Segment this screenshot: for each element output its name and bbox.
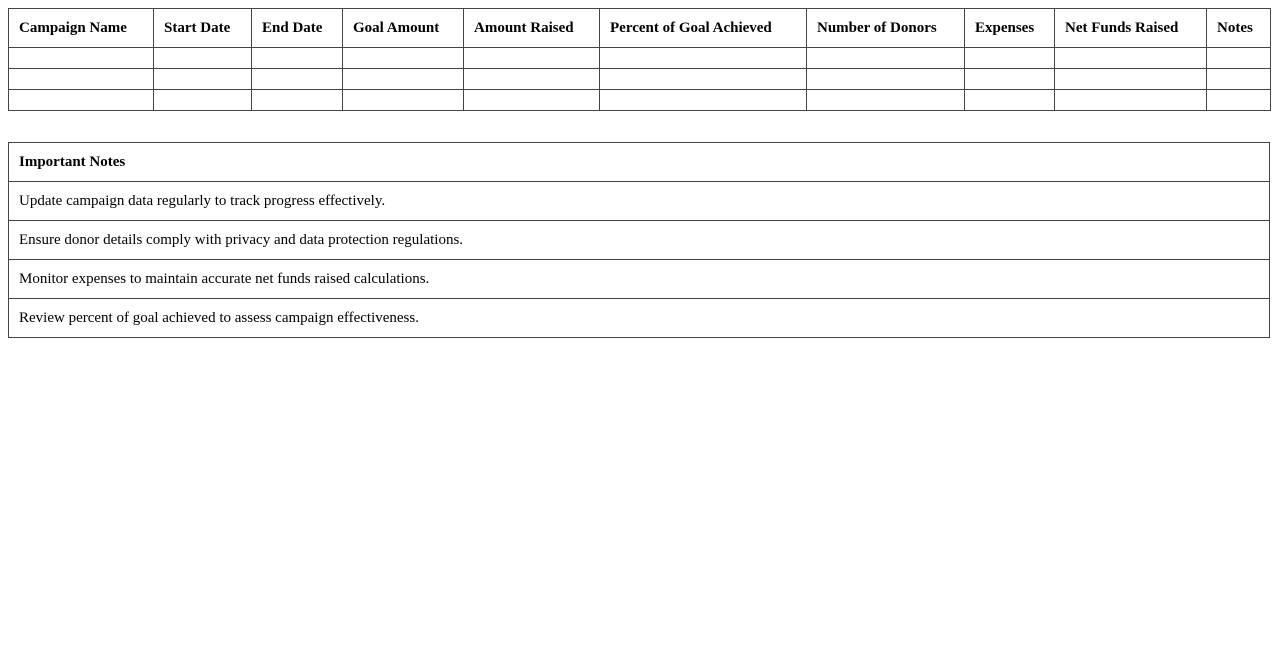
campaign-tracker-table (8, 8, 1271, 111)
column-header-end-date: End Date (252, 9, 343, 48)
table-header-row (9, 9, 1271, 48)
table-cell[interactable] (1055, 48, 1207, 69)
table-cell[interactable] (252, 48, 343, 69)
table-row (9, 90, 1271, 111)
table-cell[interactable] (1207, 90, 1271, 111)
column-header-percent-of-goal: Percent of Goal Achieved (600, 9, 807, 48)
notes-header-row (9, 143, 1270, 182)
table-cell[interactable] (252, 90, 343, 111)
column-header-expenses: Expenses (965, 9, 1055, 48)
page-content (8, 8, 1270, 338)
notes-heading: Important Notes (9, 143, 1270, 182)
table-row (9, 48, 1271, 69)
table-cell[interactable] (252, 69, 343, 90)
column-header-goal-amount: Goal Amount (343, 9, 464, 48)
table-cell[interactable] (807, 90, 965, 111)
column-header-start-date: Start Date (154, 9, 252, 48)
important-notes-table (8, 142, 1270, 338)
table-cell[interactable] (154, 90, 252, 111)
table-cell[interactable] (600, 69, 807, 90)
table-cell[interactable] (9, 69, 154, 90)
notes-row (9, 299, 1270, 338)
column-header-notes: Notes (1207, 9, 1271, 48)
table-cell[interactable] (1207, 69, 1271, 90)
table-cell[interactable] (464, 69, 600, 90)
table-cell[interactable] (9, 90, 154, 111)
notes-row (9, 221, 1270, 260)
table-cell[interactable] (343, 90, 464, 111)
column-header-amount-raised: Amount Raised (464, 9, 600, 48)
note-item: Ensure donor details comply with privacy and data protection regulations. (9, 221, 1270, 260)
note-item: Monitor expenses to maintain accurate net funds raised calculations. (9, 260, 1270, 299)
column-header-number-of-donors: Number of Donors (807, 9, 965, 48)
table-cell[interactable] (343, 69, 464, 90)
note-item: Review percent of goal achieved to assess campaign effectiveness. (9, 299, 1270, 338)
table-cell[interactable] (965, 90, 1055, 111)
table-cell[interactable] (154, 48, 252, 69)
notes-row (9, 182, 1270, 221)
column-header-campaign-name: Campaign Name (9, 9, 154, 48)
table-cell[interactable] (600, 48, 807, 69)
note-item: Update campaign data regularly to track progress effectively. (9, 182, 1270, 221)
table-cell[interactable] (1207, 48, 1271, 69)
table-cell[interactable] (464, 90, 600, 111)
table-cell[interactable] (464, 48, 600, 69)
table-cell[interactable] (343, 48, 464, 69)
table-cell[interactable] (154, 69, 252, 90)
table-cell[interactable] (807, 69, 965, 90)
table-row (9, 69, 1271, 90)
table-cell[interactable] (9, 48, 154, 69)
table-cell[interactable] (1055, 90, 1207, 111)
table-cell[interactable] (965, 48, 1055, 69)
table-cell[interactable] (807, 48, 965, 69)
notes-row (9, 260, 1270, 299)
table-cell[interactable] (965, 69, 1055, 90)
table-cell[interactable] (600, 90, 807, 111)
table-cell[interactable] (1055, 69, 1207, 90)
column-header-net-funds-raised: Net Funds Raised (1055, 9, 1207, 48)
